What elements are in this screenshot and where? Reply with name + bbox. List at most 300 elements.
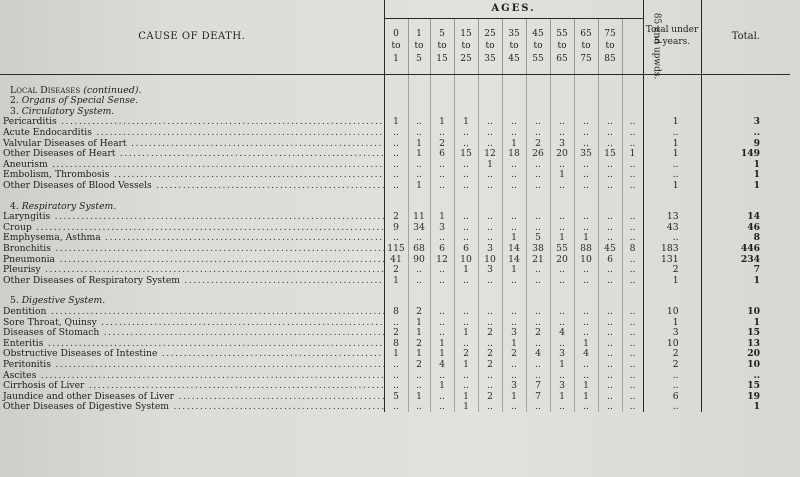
- age-count-cell: ..: [598, 317, 622, 328]
- age-count-cell: ..: [478, 170, 502, 181]
- age-count-cell: ..: [574, 306, 598, 317]
- age-count-cell: ..: [502, 317, 526, 328]
- age-count-cell: [430, 201, 454, 212]
- table-row: [0, 402, 790, 413]
- under-five-cell: [643, 191, 701, 201]
- age-count-cell: ..: [384, 170, 408, 181]
- table-row: [0, 222, 790, 233]
- age-count-cell: ..: [622, 127, 643, 138]
- age-count-cell: ..: [430, 127, 454, 138]
- age-column-header: 75 to 85: [598, 19, 622, 75]
- age-count-cell: 7: [526, 391, 550, 402]
- age-count-cell: [454, 106, 478, 117]
- age-count-cell: 1: [550, 233, 574, 244]
- age-count-cell: ..: [454, 159, 478, 170]
- age-count-cell: 12: [478, 149, 502, 160]
- total-cell: 1: [753, 274, 761, 286]
- age-count-cell: ..: [408, 127, 430, 138]
- total-cell: 1: [753, 169, 761, 181]
- age-count-cell: [408, 201, 430, 212]
- age-count-cell: ..: [550, 338, 574, 349]
- age-count-cell: 1: [502, 265, 526, 276]
- age-count-cell: 1: [454, 117, 478, 128]
- age-count-cell: ..: [408, 159, 430, 170]
- age-count-cell: 1: [550, 170, 574, 181]
- age-count-cell: 1: [430, 349, 454, 360]
- age-count-cell: ..: [550, 159, 574, 170]
- age-count-cell: ..: [408, 233, 430, 244]
- age-count-cell: [502, 201, 526, 212]
- subsection-heading: 2. Organs of Special Sense.: [0, 96, 384, 107]
- total-cell: [701, 286, 790, 296]
- age-count-cell: [408, 106, 430, 117]
- cause-name: Pericarditis .....: [0, 117, 384, 128]
- cause-name: Obstructive Diseases of Intestine .....: [0, 349, 384, 360]
- total-cell: 7: [753, 264, 761, 276]
- ages-header: AGES.: [384, 0, 643, 19]
- cause-name: Sore Throat, Quinsy .....: [0, 317, 384, 328]
- age-count-cell: ..: [454, 370, 478, 381]
- age-count-cell: 1: [622, 149, 643, 160]
- age-count-cell: ..: [502, 306, 526, 317]
- age-count-cell: 11: [408, 212, 430, 223]
- age-count-cell: [598, 75, 622, 86]
- cause-name: Other Diseases of Digestive System .....: [0, 402, 384, 413]
- age-count-cell: ..: [384, 127, 408, 138]
- total-cell: 1: [753, 401, 761, 413]
- age-count-cell: 1: [454, 402, 478, 413]
- cause-name: Ascites .....: [0, 370, 384, 381]
- age-count-cell: ..: [622, 380, 643, 391]
- age-count-cell: ..: [574, 265, 598, 276]
- age-count-cell: ..: [622, 138, 643, 149]
- total-cell: 1: [753, 158, 761, 170]
- age-count-cell: ..: [598, 370, 622, 381]
- age-count-cell: 5: [384, 391, 408, 402]
- age-count-cell: ..: [550, 265, 574, 276]
- age-count-cell: ..: [454, 138, 478, 149]
- table-row: [0, 138, 790, 149]
- age-count-cell: ..: [502, 127, 526, 138]
- under-five-cell: [643, 201, 701, 212]
- age-count-cell: [408, 286, 430, 296]
- age-count-cell: ..: [622, 275, 643, 286]
- age-count-cell: 5: [526, 233, 550, 244]
- age-count-cell: 38: [526, 243, 550, 254]
- age-count-cell: 2: [478, 327, 502, 338]
- age-count-cell: 1: [408, 391, 430, 402]
- age-count-cell: ..: [430, 306, 454, 317]
- age-count-cell: ..: [526, 275, 550, 286]
- age-count-cell: ..: [478, 212, 502, 223]
- age-count-cell: [430, 85, 454, 96]
- age-count-cell: ..: [430, 317, 454, 328]
- under-five-cell: [643, 286, 701, 296]
- age-column-header: 45 to 55: [526, 19, 550, 75]
- age-count-cell: ..: [574, 370, 598, 381]
- age-count-cell: [502, 286, 526, 296]
- age-count-cell: 2: [384, 327, 408, 338]
- age-count-cell: 1: [502, 391, 526, 402]
- age-count-cell: ..: [526, 359, 550, 370]
- age-count-cell: 2: [478, 359, 502, 370]
- cause-name: Bronchitis .....: [0, 243, 384, 254]
- age-count-cell: [430, 106, 454, 117]
- table-row: [0, 370, 790, 381]
- age-count-cell: ..: [430, 391, 454, 402]
- age-count-cell: [454, 96, 478, 107]
- age-count-cell: ..: [384, 317, 408, 328]
- under-five-cell: 2: [643, 265, 701, 276]
- age-count-cell: ..: [454, 212, 478, 223]
- age-count-cell: ..: [622, 370, 643, 381]
- under-five-cell: ..: [643, 233, 701, 244]
- age-count-cell: 4: [550, 327, 574, 338]
- age-count-cell: 2: [526, 138, 550, 149]
- age-count-cell: 68: [408, 243, 430, 254]
- age-count-cell: [574, 106, 598, 117]
- age-count-cell: 1: [430, 117, 454, 128]
- age-count-cell: 2: [478, 391, 502, 402]
- total-cell: 20: [747, 348, 761, 360]
- age-count-cell: ..: [598, 380, 622, 391]
- age-count-cell: ..: [622, 159, 643, 170]
- age-count-cell: ..: [408, 402, 430, 413]
- age-count-cell: ..: [622, 317, 643, 328]
- under-five-cell: ..: [643, 370, 701, 381]
- table-row: [0, 127, 790, 138]
- age-count-cell: ..: [478, 222, 502, 233]
- total-cell: ..: [753, 369, 761, 381]
- age-count-cell: [550, 75, 574, 86]
- age-column-header: 15 to 25: [454, 19, 478, 75]
- spacer-cell: [0, 75, 384, 86]
- age-count-cell: ..: [550, 117, 574, 128]
- age-count-cell: ..: [478, 180, 502, 191]
- age-count-cell: ..: [502, 117, 526, 128]
- age-count-cell: ..: [430, 233, 454, 244]
- age-count-cell: 21: [526, 254, 550, 265]
- age-count-cell: ..: [598, 327, 622, 338]
- age-count-cell: [478, 201, 502, 212]
- table-row: [0, 243, 790, 254]
- age-count-cell: ..: [550, 275, 574, 286]
- total-cell: 15: [747, 327, 761, 339]
- age-column-header: 5 to 15: [430, 19, 454, 75]
- age-count-cell: ..: [622, 170, 643, 181]
- table-row: [0, 349, 790, 360]
- age-count-cell: 1: [408, 138, 430, 149]
- age-count-cell: ..: [622, 349, 643, 360]
- table-row: [0, 233, 790, 244]
- age-count-cell: ..: [598, 349, 622, 360]
- age-count-cell: ..: [622, 254, 643, 265]
- age-count-cell: ..: [574, 127, 598, 138]
- age-count-cell: 6: [430, 149, 454, 160]
- age-count-cell: ..: [622, 233, 643, 244]
- age-count-cell: 2: [408, 359, 430, 370]
- age-count-cell: ..: [622, 117, 643, 128]
- age-count-cell: [622, 296, 643, 307]
- age-count-cell: [574, 201, 598, 212]
- cause-name: Enteritis .....: [0, 338, 384, 349]
- age-count-cell: [622, 201, 643, 212]
- age-count-cell: ..: [454, 338, 478, 349]
- age-count-cell: 1: [454, 359, 478, 370]
- total-cell: 149: [740, 148, 761, 160]
- age-count-cell: 1: [430, 338, 454, 349]
- age-count-cell: 1: [550, 359, 574, 370]
- age-count-cell: 2: [408, 338, 430, 349]
- age-count-cell: ..: [454, 170, 478, 181]
- age-count-cell: ..: [478, 306, 502, 317]
- under-five-cell: ..: [643, 402, 701, 413]
- age-count-cell: [526, 106, 550, 117]
- age-count-cell: 1: [454, 327, 478, 338]
- under-five-cell: 183: [643, 243, 701, 254]
- age-count-cell: [526, 286, 550, 296]
- age-count-cell: ..: [526, 127, 550, 138]
- age-count-cell: 4: [430, 359, 454, 370]
- total-cell: 446: [740, 243, 761, 254]
- cause-name: Jaundice and other Diseases of Liver .....: [0, 391, 384, 402]
- age-count-cell: [384, 75, 408, 86]
- age-count-cell: ..: [408, 380, 430, 391]
- age-count-cell: 2: [408, 306, 430, 317]
- cause-of-death-header: CAUSE OF DEATH.: [0, 0, 384, 75]
- age-count-cell: [478, 191, 502, 201]
- age-count-cell: ..: [598, 359, 622, 370]
- age-count-cell: [454, 296, 478, 307]
- age-count-cell: ..: [526, 370, 550, 381]
- age-count-cell: 8: [384, 338, 408, 349]
- age-count-cell: ..: [622, 265, 643, 276]
- age-count-cell: ..: [454, 222, 478, 233]
- age-count-cell: 2: [430, 138, 454, 149]
- age-count-cell: [430, 75, 454, 86]
- cause-name: Other Diseases of Blood Vessels .....: [0, 180, 384, 191]
- spacer-cell: [0, 191, 384, 201]
- age-count-cell: ..: [430, 327, 454, 338]
- age-count-cell: [526, 96, 550, 107]
- age-count-cell: ..: [574, 275, 598, 286]
- age-count-cell: [384, 85, 408, 96]
- age-count-cell: ..: [502, 180, 526, 191]
- age-count-cell: [598, 85, 622, 96]
- section-heading: Local Diseases (continued).: [0, 85, 384, 96]
- age-count-cell: ..: [478, 370, 502, 381]
- age-count-cell: 2: [384, 212, 408, 223]
- age-count-cell: [478, 96, 502, 107]
- age-count-cell: [502, 85, 526, 96]
- total-cell: 8: [753, 232, 761, 244]
- age-column-header: 1 to 5: [408, 19, 430, 75]
- age-count-cell: ..: [622, 327, 643, 338]
- age-count-cell: 3: [550, 380, 574, 391]
- age-count-cell: ..: [408, 370, 430, 381]
- age-count-cell: ..: [454, 275, 478, 286]
- age-count-cell: ..: [384, 159, 408, 170]
- age-count-cell: 1: [502, 233, 526, 244]
- age-count-cell: 55: [550, 243, 574, 254]
- age-count-cell: 14: [502, 254, 526, 265]
- age-count-cell: ..: [408, 265, 430, 276]
- age-count-cell: ..: [598, 138, 622, 149]
- age-count-cell: 3: [550, 349, 574, 360]
- age-count-cell: [550, 96, 574, 107]
- age-count-cell: 1: [384, 275, 408, 286]
- age-count-cell: [478, 75, 502, 86]
- age-count-cell: ..: [526, 222, 550, 233]
- age-count-cell: ..: [598, 402, 622, 413]
- age-count-cell: ..: [430, 159, 454, 170]
- cause-name: Pleurisy .....: [0, 265, 384, 276]
- under-five-cell: 10: [643, 306, 701, 317]
- age-column-header: 0 to 1: [384, 19, 408, 75]
- age-count-cell: 1: [574, 233, 598, 244]
- age-count-cell: [550, 85, 574, 96]
- age-count-cell: [622, 286, 643, 296]
- under-five-cell: 3: [643, 327, 701, 338]
- age-count-cell: 3: [550, 138, 574, 149]
- under-five-cell: 13: [643, 212, 701, 223]
- age-count-cell: 1: [408, 180, 430, 191]
- age-count-cell: 3: [478, 265, 502, 276]
- age-count-cell: ..: [598, 222, 622, 233]
- under-five-cell: ..: [643, 159, 701, 170]
- total-cell: ..: [753, 127, 761, 139]
- age-count-cell: 1: [430, 212, 454, 223]
- under-five-cell: 1: [643, 149, 701, 160]
- age-count-cell: ..: [454, 380, 478, 391]
- age-count-cell: ..: [408, 275, 430, 286]
- age-count-cell: 6: [430, 243, 454, 254]
- age-count-cell: ..: [430, 265, 454, 276]
- age-count-cell: 1: [454, 265, 478, 276]
- age-count-cell: [502, 96, 526, 107]
- cause-name: Laryngitis .....: [0, 212, 384, 223]
- total-cell: 15: [747, 380, 761, 392]
- age-count-cell: 6: [454, 243, 478, 254]
- total-cell: [701, 106, 790, 117]
- total-cell: [701, 296, 790, 307]
- age-count-cell: 4: [526, 349, 550, 360]
- age-count-cell: ..: [502, 402, 526, 413]
- age-count-cell: ..: [454, 306, 478, 317]
- cause-name: Aneurism .....: [0, 159, 384, 170]
- age-count-cell: ..: [478, 117, 502, 128]
- under-five-cell: 1: [643, 275, 701, 286]
- age-count-cell: [430, 96, 454, 107]
- age-count-cell: 34: [408, 222, 430, 233]
- under-five-header: Total under 5 years.: [643, 0, 701, 75]
- age-count-cell: ..: [526, 338, 550, 349]
- age-count-cell: [622, 96, 643, 107]
- age-count-cell: 20: [550, 254, 574, 265]
- age-count-cell: 1: [574, 391, 598, 402]
- age-count-cell: ..: [598, 117, 622, 128]
- age-count-cell: ..: [478, 127, 502, 138]
- age-count-cell: [430, 191, 454, 201]
- age-count-cell: 15: [454, 149, 478, 160]
- age-count-cell: ..: [408, 117, 430, 128]
- age-count-cell: ..: [574, 222, 598, 233]
- total-cell: 19: [747, 390, 761, 402]
- age-count-cell: ..: [526, 402, 550, 413]
- age-count-cell: ..: [478, 402, 502, 413]
- age-count-cell: 1: [384, 349, 408, 360]
- age-count-cell: ..: [526, 265, 550, 276]
- age-count-cell: 45: [598, 243, 622, 254]
- under-five-cell: 1: [643, 180, 701, 191]
- total-cell: [701, 201, 790, 212]
- age-count-cell: ..: [598, 306, 622, 317]
- age-count-cell: 14: [502, 243, 526, 254]
- cause-name: Dentition .....: [0, 306, 384, 317]
- table-row: [0, 380, 790, 391]
- age-count-cell: [574, 96, 598, 107]
- age-count-cell: 3: [430, 222, 454, 233]
- total-cell: 14: [747, 211, 761, 223]
- age-count-cell: [454, 85, 478, 96]
- age-count-cell: ..: [454, 233, 478, 244]
- total-cell: 10: [747, 358, 761, 370]
- total-cell: 1: [753, 316, 761, 328]
- age-count-cell: 1: [574, 338, 598, 349]
- age-count-cell: ..: [550, 402, 574, 413]
- age-count-cell: 8: [622, 243, 643, 254]
- age-count-cell: ..: [598, 233, 622, 244]
- age-count-cell: ..: [526, 117, 550, 128]
- age-count-cell: [598, 286, 622, 296]
- age-count-cell: [622, 75, 643, 86]
- age-count-cell: [550, 201, 574, 212]
- age-count-cell: 1: [384, 117, 408, 128]
- cause-name: Valvular Diseases of Heart .....: [0, 138, 384, 149]
- age-count-cell: [574, 85, 598, 96]
- table-row: [0, 149, 790, 160]
- age-count-cell: ..: [502, 222, 526, 233]
- age-count-cell: 20: [550, 149, 574, 160]
- age-count-cell: ..: [502, 170, 526, 181]
- age-count-cell: 1: [408, 349, 430, 360]
- age-count-cell: ..: [478, 138, 502, 149]
- total-cell: [701, 85, 790, 96]
- total-cell: 1: [753, 180, 761, 192]
- age-count-cell: ..: [430, 275, 454, 286]
- cause-name: Emphysema, Asthma .....: [0, 233, 384, 244]
- under-five-cell: [643, 96, 701, 107]
- age-count-cell: ..: [384, 233, 408, 244]
- age-count-cell: 3: [478, 243, 502, 254]
- age-count-cell: ..: [526, 306, 550, 317]
- age-count-cell: 7: [526, 380, 550, 391]
- age-count-cell: 1: [502, 138, 526, 149]
- age-count-cell: 1: [408, 317, 430, 328]
- total-cell: 10: [747, 305, 761, 317]
- age-count-cell: [550, 106, 574, 117]
- under-five-cell: 6: [643, 391, 701, 402]
- age-count-cell: 90: [408, 254, 430, 265]
- total-cell: [701, 191, 790, 201]
- under-five-cell: 131: [643, 254, 701, 265]
- age-count-cell: ..: [598, 212, 622, 223]
- age-count-cell: 10: [478, 254, 502, 265]
- table-row: [0, 317, 790, 328]
- age-count-cell: [454, 75, 478, 86]
- age-count-cell: [502, 191, 526, 201]
- age-count-cell: ..: [454, 127, 478, 138]
